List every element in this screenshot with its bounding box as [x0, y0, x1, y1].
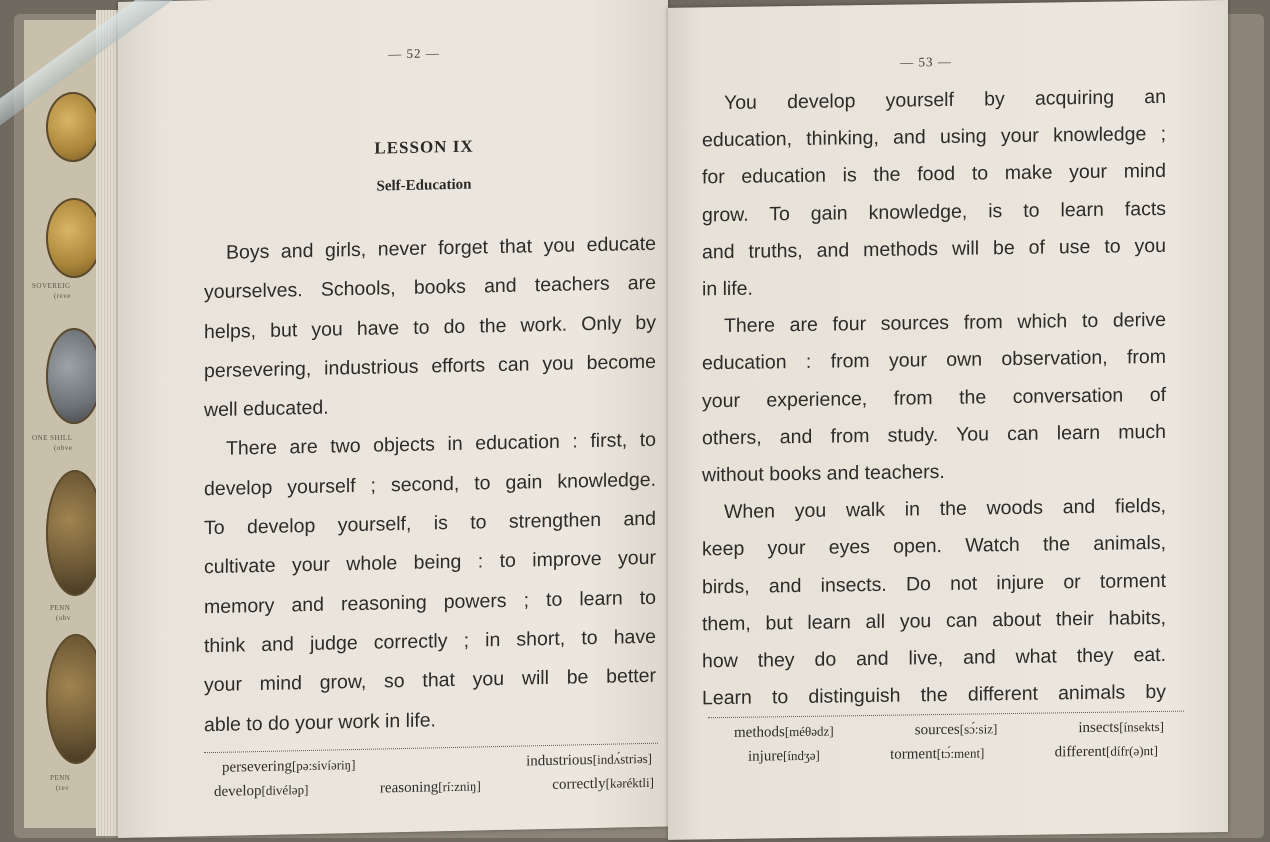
left-body-text: [204, 225, 656, 745]
text-line: without books and teachers.: [702, 460, 945, 487]
text-line: grow. To gain knowledge, is to learn facts: [702, 197, 1166, 226]
vocab-word: persevering: [222, 758, 292, 776]
text-line: There are four sources from which to derive: [724, 309, 1166, 338]
vocab-word: torment: [890, 746, 937, 763]
vocab-pronunciation: [tɔ́:ment]: [936, 745, 985, 762]
vocab-entry: [1055, 743, 1158, 761]
vocab-entry: [890, 745, 984, 763]
vocab-pronunciation: [dífr(ə)nt]: [1106, 742, 1158, 759]
page-number: — 53 —: [900, 53, 952, 70]
vocab-entry: [222, 757, 355, 777]
vocab-word: injure: [748, 748, 783, 765]
vocab-pronunciation: [indʌ́striəs]: [592, 750, 652, 768]
text-line: think and judge correctly ; in short, to have: [204, 625, 656, 658]
vocab-entry: [380, 778, 481, 797]
text-line: your mind grow, so that you will be better: [204, 664, 656, 697]
vocab-pronunciation: [divéləp]: [261, 782, 309, 798]
vocab-entry: [526, 751, 652, 771]
vocab-word: sources: [914, 721, 960, 739]
coin-caption: PENN: [50, 604, 71, 612]
vocab-pronunciation: [kəréktli]: [605, 774, 654, 791]
text-line: develop yourself ; second, to gain knowledge.: [204, 468, 656, 500]
text-line: Boys and girls, never forget that you educate: [226, 232, 656, 264]
text-line: You develop yourself by acquiring an: [724, 85, 1166, 115]
coin-caption: (obve: [54, 444, 73, 452]
vocab-pronunciation: [sɔ́:siz]: [959, 721, 998, 737]
text-line: persevering, industrious efforts can you become: [204, 350, 656, 383]
text-line: others, and from study. You can learn much: [702, 420, 1166, 450]
text-line: keep your eyes open. Watch the animals,: [702, 532, 1166, 561]
vocab-pronunciation: [índʒə]: [783, 747, 820, 764]
coin-image: [46, 198, 102, 278]
vocab-entry: [734, 724, 834, 742]
vocab-entry: [1078, 719, 1164, 737]
text-line: how they do and live, and what they eat.: [702, 643, 1166, 673]
coin-caption: (reve: [54, 292, 71, 300]
vocab-pronunciation: [méθədz]: [784, 723, 834, 740]
vocab-entry: [214, 782, 308, 801]
lesson-title: LESSON IX: [374, 136, 474, 158]
coin-caption: ONE SHILL: [32, 434, 73, 442]
vocab-word: correctly: [552, 775, 606, 793]
text-line: for education is the food to make your mind: [702, 160, 1166, 189]
coin-image: [46, 92, 100, 162]
coin-caption: (rev: [56, 784, 70, 792]
text-line: When you walk in the woods and fields,: [724, 495, 1166, 524]
vocab-entry: [552, 775, 654, 794]
text-line: helps, but you have to do the work. Only by: [204, 311, 656, 343]
text-line: your experience, from the conversation of: [702, 383, 1166, 412]
vocab-word: different: [1054, 743, 1107, 761]
left-page: [118, 0, 668, 838]
vocab-pronunciation: [pə:sivíəriŋ]: [291, 757, 356, 774]
text-line: There are two objects in education : first, to: [226, 429, 656, 461]
text-line: well educated.: [204, 396, 329, 422]
text-line: education, thinking, and using your knowledge ;: [702, 123, 1166, 152]
vocab-pronunciation: [ínsekts]: [1119, 718, 1164, 735]
vocab-row: [222, 751, 652, 777]
coin-caption: SOVEREIG: [32, 282, 71, 290]
text-line: able to do your work in life.: [204, 708, 436, 736]
right-page: [668, 0, 1228, 840]
text-line: memory and reasoning powers ; to learn to: [204, 586, 656, 618]
text-line: Learn to distinguish the different animals by: [702, 681, 1166, 710]
right-body-text: [702, 79, 1166, 718]
coin-image: [46, 328, 102, 424]
vocab-word: methods: [734, 724, 785, 741]
vocab-word: industrious: [526, 752, 593, 770]
text-line: and truths, and methods will be of use to you: [702, 234, 1166, 264]
lesson-subtitle: Self-Education: [376, 176, 472, 195]
vocab-word: reasoning: [379, 779, 439, 797]
text-line: education : from your own observation, from: [702, 346, 1166, 375]
vocab-entry: [748, 748, 820, 766]
coin-caption: PENN: [50, 774, 71, 782]
text-line: in life.: [702, 277, 753, 301]
text-line: birds, and insects. Do not injure or torment: [702, 569, 1166, 598]
text-line: cultivate your whole being : to improve your: [204, 547, 656, 579]
text-line: To develop yourself, is to strengthen and: [204, 507, 656, 540]
coin-caption: (obv: [56, 614, 71, 622]
page-number: — 52 —: [388, 45, 440, 62]
vocab-row: [734, 719, 1164, 742]
vocab-pronunciation: [rí:zniŋ]: [438, 778, 481, 795]
vocab-row: [748, 743, 1158, 766]
vocab-word: insects: [1078, 719, 1120, 737]
text-line: yourselves. Schools, books and teachers are: [204, 272, 656, 304]
vocab-word: develop: [214, 782, 262, 800]
vocab-row: [214, 775, 654, 801]
vocab-entry: [915, 721, 998, 739]
text-line: them, but learn all you can about their habits,: [702, 606, 1166, 636]
page-edges: [96, 10, 120, 836]
